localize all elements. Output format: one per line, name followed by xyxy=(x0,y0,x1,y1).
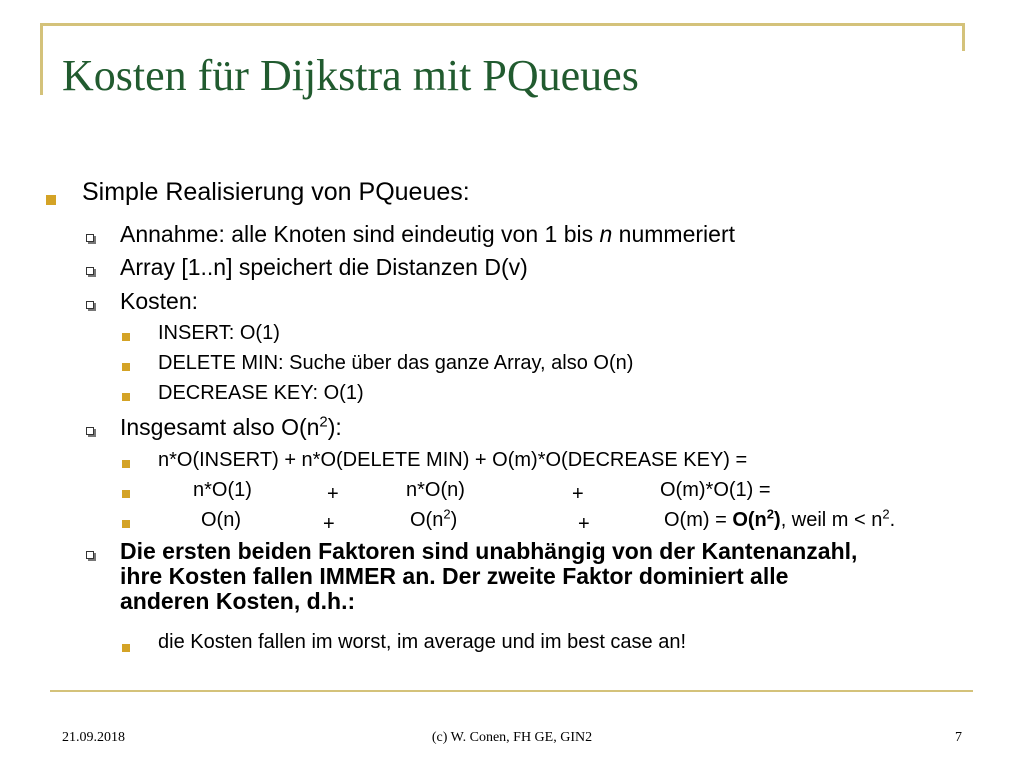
bullet-last: die Kosten fallen im worst, im average und im best case an! xyxy=(158,631,687,653)
bullet-square-icon xyxy=(122,644,130,652)
bullet-decrease-key: DECREASE KEY: O(1) xyxy=(158,382,364,404)
formula-row2-c: O(m)*O(1) = xyxy=(660,479,771,501)
bullet-insgesamt: Insgesamt also $O(n^2)$: xyxy=(120,413,342,440)
bullet-simple-realisierung: Simple Realisierung von PQueues: xyxy=(82,178,470,206)
bullet-hollow-square-icon xyxy=(86,551,94,559)
bold-paragraph-line-3: anderen Kosten, d.h.: xyxy=(120,588,356,614)
bottom-rule xyxy=(50,690,973,692)
bullet-hollow-square-icon xyxy=(86,267,94,275)
formula-row3-a: O(n) xyxy=(201,509,241,531)
bullet-hollow-square-icon xyxy=(86,234,94,242)
top-rule xyxy=(40,23,965,26)
bullet-kosten: Kosten: xyxy=(120,288,198,314)
bullet-square-icon xyxy=(122,363,130,371)
right-rule xyxy=(962,23,965,51)
bullet-square-icon xyxy=(122,520,130,528)
bullet-square-icon xyxy=(122,460,130,468)
formula-row3-b: $O(n^2)$ xyxy=(410,506,458,531)
bullet-hollow-square-icon xyxy=(86,427,94,435)
formula-row2-plus2: + xyxy=(572,483,584,505)
bullet-bold-paragraph xyxy=(120,539,857,614)
formula-row3-c: $O(m) = O(n^2)$, weil $m < n^2$. xyxy=(664,506,896,531)
formula-row2-b: n*O(n) xyxy=(406,479,465,501)
bold-paragraph-line-1: Die ersten beiden Faktoren sind unabhängig von der Kantenanzahl, xyxy=(120,538,858,564)
bullet-array: Array [1..n] speichert die Distanzen D(v) xyxy=(120,254,528,280)
bullet-square-icon xyxy=(122,393,130,401)
formula-row3-plus1: + xyxy=(323,513,335,535)
bold-paragraph-line-2: ihre Kosten fallen IMMER an. Der zweite Faktor dominiert alle xyxy=(120,563,789,589)
left-rule xyxy=(40,23,43,95)
bullet-formula: n*O(INSERT) + n*O(DELETE MIN) + O(m)*O(DECREASE KEY) = xyxy=(158,449,748,471)
formula-row2-a: n*O(1) xyxy=(193,479,252,501)
bullet-square-icon xyxy=(46,195,56,205)
bullet-annahme: Annahme: alle Knoten sind eindeutig von 1 bis n nummeriert xyxy=(120,221,735,247)
slide-title: Kosten für Dijkstra mit PQueues xyxy=(62,51,639,100)
bullet-hollow-square-icon xyxy=(86,301,94,309)
footer-date: 21.09.2018 xyxy=(62,730,125,745)
footer-page-number: 7 xyxy=(955,730,962,745)
footer-author: (c) W. Conen, FH GE, GIN2 xyxy=(431,730,593,745)
bullet-delete-min: DELETE MIN: Suche über das ganze Array, also O(n) xyxy=(158,352,634,374)
bullet-insert: INSERT: O(1) xyxy=(158,322,280,344)
bullet-square-icon xyxy=(122,333,130,341)
formula-row2-plus1: + xyxy=(327,483,339,505)
bullet-square-icon xyxy=(122,490,130,498)
formula-row3-plus2: + xyxy=(578,513,590,535)
